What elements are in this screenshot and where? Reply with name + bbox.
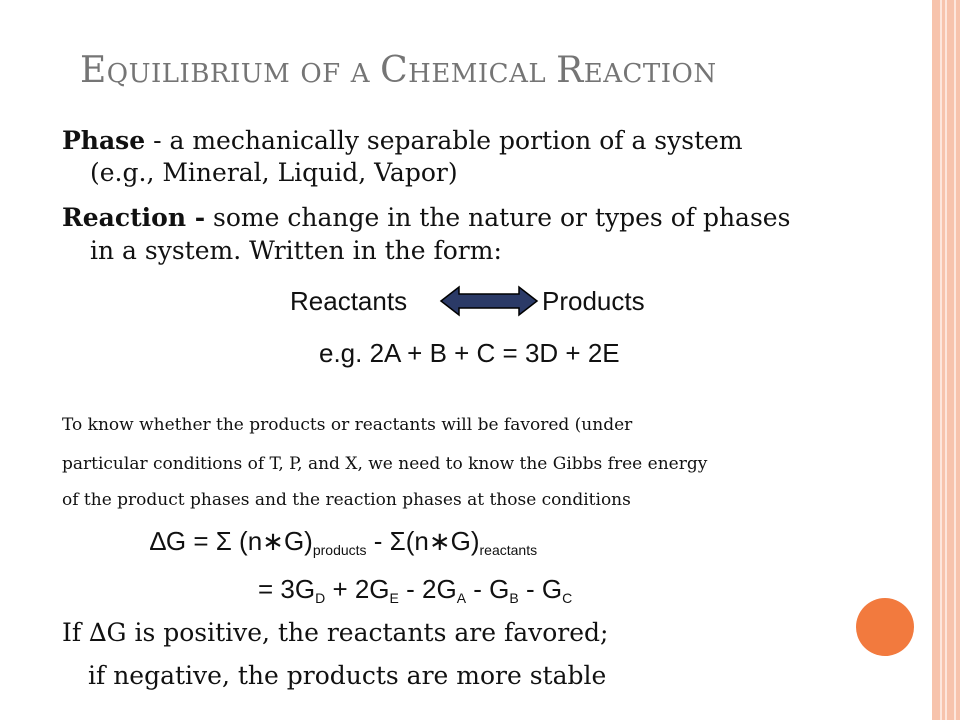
- example-reaction: e.g. 2A + B + C = 3D + 2E: [319, 338, 620, 368]
- phase-examples: (e.g., Mineral, Liquid, Vapor): [90, 158, 458, 187]
- phase-definition: [62, 128, 743, 153]
- double-arrow-icon: [439, 284, 539, 318]
- subscript: D: [315, 590, 326, 606]
- subscript: E: [389, 590, 399, 606]
- products-subscript: products: [312, 542, 367, 558]
- equation-lhs: ∆G = Σ (n∗G): [150, 526, 313, 556]
- reaction-continuation: in a system. Written in the form:: [90, 236, 502, 265]
- title-initial: E: [80, 50, 107, 91]
- subscript: C: [562, 590, 573, 606]
- products-label: Products: [542, 286, 645, 316]
- title-word: EACTION: [583, 59, 717, 89]
- term: - G: [518, 574, 563, 604]
- title-word: QUILIBRIUM: [106, 59, 291, 89]
- reaction-text: some change in the nature or types of phases: [205, 203, 791, 232]
- equation-mid: - Σ(n∗G): [366, 526, 480, 556]
- term: + 2G: [325, 574, 390, 604]
- phase-text: - a mechanically separable portion of a system: [145, 126, 743, 155]
- title-initial: C: [380, 50, 409, 91]
- title-word: OF: [300, 59, 341, 89]
- title-initial: R: [556, 50, 584, 91]
- conclusion-line-2: if negative, the products are more stable: [88, 661, 607, 690]
- subscript: A: [456, 590, 467, 606]
- orange-circle-decoration: [856, 598, 914, 656]
- border-line-2: [945, 0, 947, 720]
- explanation-line-1: To know whether the products or reactants will be favored (under: [62, 415, 633, 435]
- explanation-line-3: of the product phases and the reaction phases at those conditions: [62, 490, 631, 510]
- term: = 3G: [258, 574, 316, 604]
- title-word: HEMICAL: [408, 59, 547, 89]
- border-line-3: [954, 0, 956, 720]
- term: - 2G: [398, 574, 457, 604]
- reaction-definition: [62, 205, 790, 230]
- subscript: B: [509, 590, 519, 606]
- reactants-subscript: reactants: [479, 542, 538, 558]
- border-line-1: [940, 0, 942, 720]
- gibbs-equation: [150, 526, 538, 558]
- gibbs-expansion: [258, 574, 573, 606]
- slide-title: [80, 50, 717, 91]
- conclusion-line-1: If ∆G is positive, the reactants are favored;: [62, 618, 609, 647]
- reactants-label: Reactants: [290, 286, 408, 316]
- title-word: A: [350, 59, 371, 89]
- reaction-term: Reaction -: [62, 203, 206, 232]
- term: - G: [466, 574, 510, 604]
- phase-term: Phase: [62, 126, 146, 155]
- explanation-line-2: particular conditions of T, P, and X, we need to know the Gibbs free energy: [62, 454, 708, 474]
